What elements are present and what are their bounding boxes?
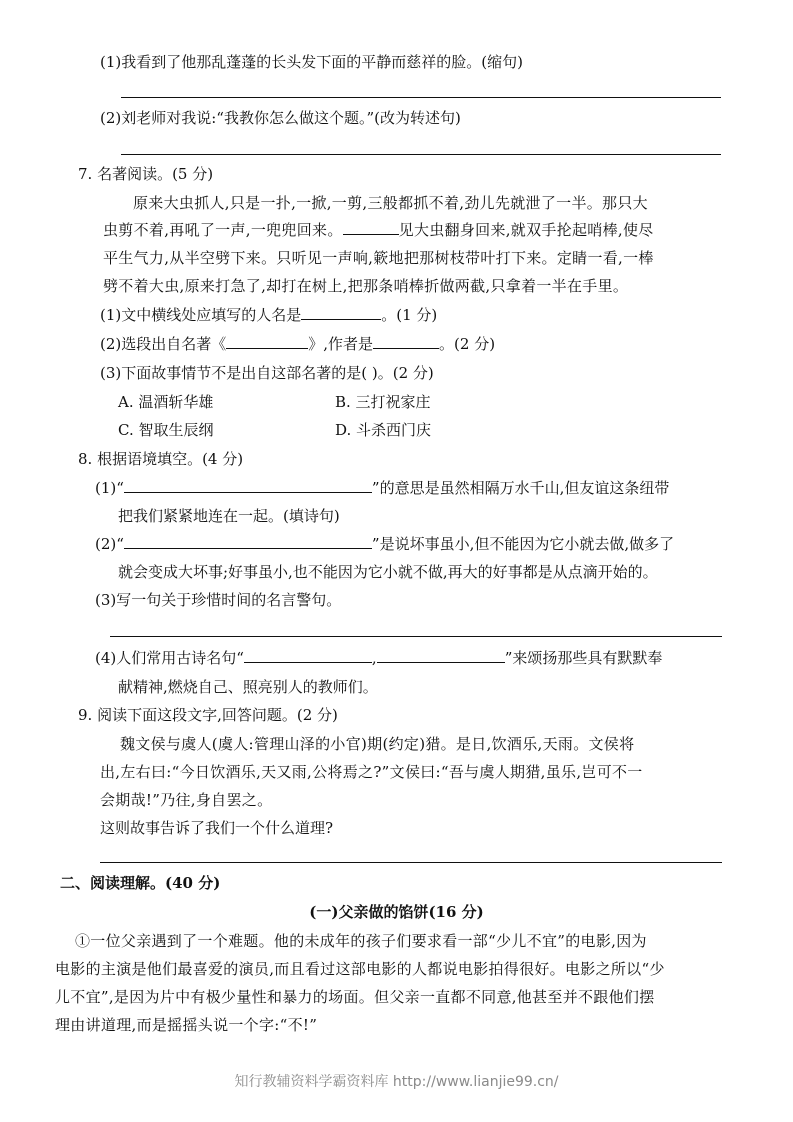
q7-sub1-blank[interactable] bbox=[301, 305, 381, 320]
q8-sub2: (2)“ ”是说坏事虽小,但不能因为它小就去做,做多了 bbox=[95, 535, 675, 553]
q6-answer-line-2[interactable] bbox=[121, 154, 721, 155]
q8-sub1-blank[interactable] bbox=[124, 478, 372, 493]
section2-heading: 二、阅读理解。(40 分) bbox=[60, 874, 221, 892]
q7-option-c[interactable]: C. 智取生辰纲 bbox=[118, 421, 214, 439]
q8-sub2-blank[interactable] bbox=[124, 534, 372, 549]
q9-question: 这则故事告诉了我们一个什么道理? bbox=[100, 819, 334, 837]
q9-answer-line[interactable] bbox=[100, 862, 722, 863]
q8-sub4: (4)人们常用古诗名句“ , ”来颂扬那些具有默默奉 bbox=[95, 649, 663, 667]
q6-answer-line-1[interactable] bbox=[121, 97, 721, 98]
q7-sub3: (3)下面故事情节不是出自这部名著的是( )。(2 分) bbox=[100, 364, 434, 382]
q8-sub2-cont: 就会变成大坏事;好事虽小,也不能因为它小就不做,再大的好事都是从点滴开始的。 bbox=[118, 563, 658, 581]
q8-sub4-blank-1[interactable] bbox=[244, 648, 372, 663]
q7-heading: 7. 名著阅读。(5 分) bbox=[78, 165, 214, 183]
q7-book-blank[interactable] bbox=[226, 334, 308, 349]
q7-option-b[interactable]: B. 三打祝家庄 bbox=[335, 393, 431, 411]
q7-option-d[interactable]: D. 斗杀西门庆 bbox=[335, 421, 432, 439]
q9-passage-line: 魏文侯与虞人(虞人:管理山泽的小官)期(约定)猎。是日,饮酒乐,天雨。文侯将 bbox=[120, 735, 635, 753]
q7-passage-line: 原来大虫抓人,只是一扑,一掀,一剪,三般都抓不着,劲儿先就泄了一半。那只大 bbox=[133, 194, 648, 212]
q8-sub4-blank-2[interactable] bbox=[377, 648, 505, 663]
footer-watermark: 知行教辅资料学霸资料库 http://www.lianjie99.cn/ bbox=[234, 1074, 559, 1090]
q7-option-a[interactable]: A. 温酒斩华雄 bbox=[118, 393, 214, 411]
q8-sub3-answer-line[interactable] bbox=[110, 636, 722, 637]
q8-sub1-cont: 把我们紧紧地连在一起。(填诗句) bbox=[118, 507, 340, 525]
q9-heading: 9. 阅读下面这段文字,回答问题。(2 分) bbox=[78, 706, 338, 724]
q7-sub2: (2)选段出自名著《 》,作者是 。(2 分) bbox=[100, 335, 496, 353]
q9-passage-line: 会期哉!”乃往,身自罢之。 bbox=[100, 791, 273, 809]
q8-sub4-cont: 献精神,燃烧自己、照亮别人的教师们。 bbox=[118, 678, 378, 696]
q6-sub2: (2)刘老师对我说:“我教你怎么做这个题。”(改为转述句) bbox=[100, 109, 461, 127]
q7-name-blank[interactable] bbox=[343, 220, 399, 235]
q7-passage-line: 劈不着大虫,原来打急了,却打在树上,把那条哨棒折做两截,只拿着一半在手里。 bbox=[103, 277, 629, 295]
q7-passage-line: 平生气力,从半空劈下来。只听见一声响,簌地把那树枝带叶打下来。定睛一看,一棒 bbox=[103, 249, 654, 267]
q7-sub1: (1)文中横线处应填写的人名是 。(1 分) bbox=[100, 306, 438, 324]
q7-passage-line: 虫剪不着,再吼了一声,一兜兜回来。 见大虫翻身回来,就双手抡起哨棒,使尽 bbox=[103, 221, 654, 239]
reading-para-line: ①一位父亲遇到了一个难题。他的未成年的孩子们要求看一部“少儿不宜”的电影,因为 bbox=[75, 932, 647, 950]
reading-title: (一)父亲做的馅饼(16 分) bbox=[309, 903, 484, 921]
q8-sub3: (3)写一句关于珍惜时间的名言警句。 bbox=[95, 591, 342, 609]
q6-sub1: (1)我看到了他那乱蓬蓬的长头发下面的平静而慈祥的脸。(缩句) bbox=[100, 53, 523, 71]
q8-heading: 8. 根据语境填空。(4 分) bbox=[78, 450, 244, 468]
reading-para-line: 儿不宜”,是因为片中有极少量性和暴力的场面。但父亲一直都不同意,他甚至并不跟他们摆 bbox=[55, 988, 655, 1006]
q8-sub1: (1)“ ”的意思是虽然相隔万水千山,但友谊这条纽带 bbox=[95, 479, 670, 497]
q9-passage-line: 出,左右曰:“今日饮酒乐,天又雨,公将焉之?”文侯曰:“吾与虞人期猎,虽乐,岂可不一 bbox=[100, 763, 643, 781]
q7-author-blank[interactable] bbox=[373, 334, 439, 349]
reading-para-line: 电影的主演是他们最喜爱的演员,而且看过这部电影的人都说电影拍得很好。电影之所以“少 bbox=[55, 960, 665, 978]
reading-para-line: 理由讲道理,而是摇摇头说一个字:“不!” bbox=[55, 1016, 318, 1034]
